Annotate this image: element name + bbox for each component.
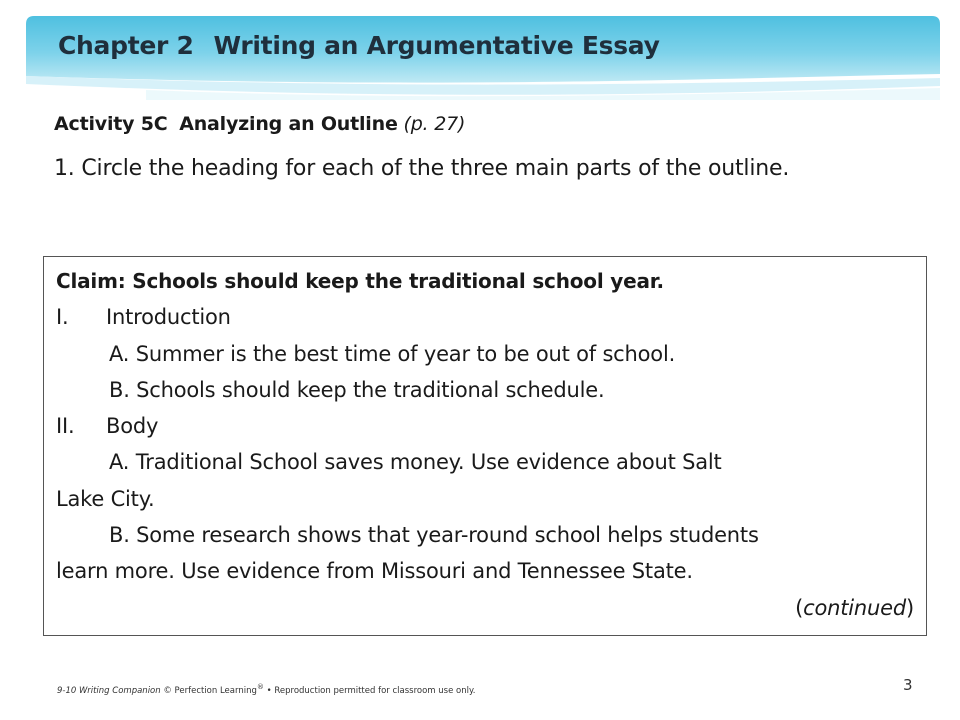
activity-title: Analyzing an Outline [179, 113, 398, 135]
chapter-name: Writing an Argumentative Essay [213, 31, 660, 60]
chapter-title [58, 31, 660, 60]
footer-notice [57, 682, 475, 696]
section-1-point-a: A. Summer is the best time of year to be out of school. [109, 341, 676, 366]
footer-registered-mark: ® [256, 682, 264, 691]
section-1-heading: Introduction [106, 305, 231, 330]
section-2-point-b-line-1: B. Some research shows that year-round school helps students [109, 523, 759, 548]
footer-book-title: 9-10 Writing Companion [57, 685, 161, 696]
continued-word: continued [803, 595, 906, 620]
outline-section-2 [56, 408, 914, 444]
section-2-numeral: II. [56, 414, 75, 439]
continued-note [56, 590, 914, 626]
section-1-numeral: I. [56, 305, 69, 330]
chapter-label: Chapter 2 [58, 31, 194, 60]
instruction-text: 1. Circle the heading for each of the three main parts of the outline. [54, 156, 790, 181]
continued-close-paren: ) [906, 595, 914, 620]
activity-heading [54, 113, 465, 135]
continued-open-paren: ( [795, 595, 804, 620]
section-2-point-a-line-2: Lake City. [56, 486, 155, 511]
outline-section-1 [56, 299, 914, 335]
page-number: 3 [903, 676, 913, 694]
section-2-point-a-line-1: A. Traditional School saves money. Use evidence about Salt [109, 450, 722, 475]
footer-reproduction-notice: • Reproduction permitted for classroom use only. [266, 685, 476, 696]
activity-page-ref: (p. 27) [403, 113, 466, 135]
footer-copyright: © Perfection Learning [163, 685, 257, 696]
outline-box [43, 256, 927, 636]
section-2-heading: Body [106, 414, 159, 439]
section-2-point-b-line-2: learn more. Use evidence from Missouri and Tennessee State. [56, 559, 693, 584]
outline-claim: Claim: Schools should keep the traditional school year. [56, 269, 664, 293]
section-1-point-b: B. Schools should keep the traditional schedule. [109, 377, 605, 402]
activity-label: Activity 5C [54, 113, 168, 135]
